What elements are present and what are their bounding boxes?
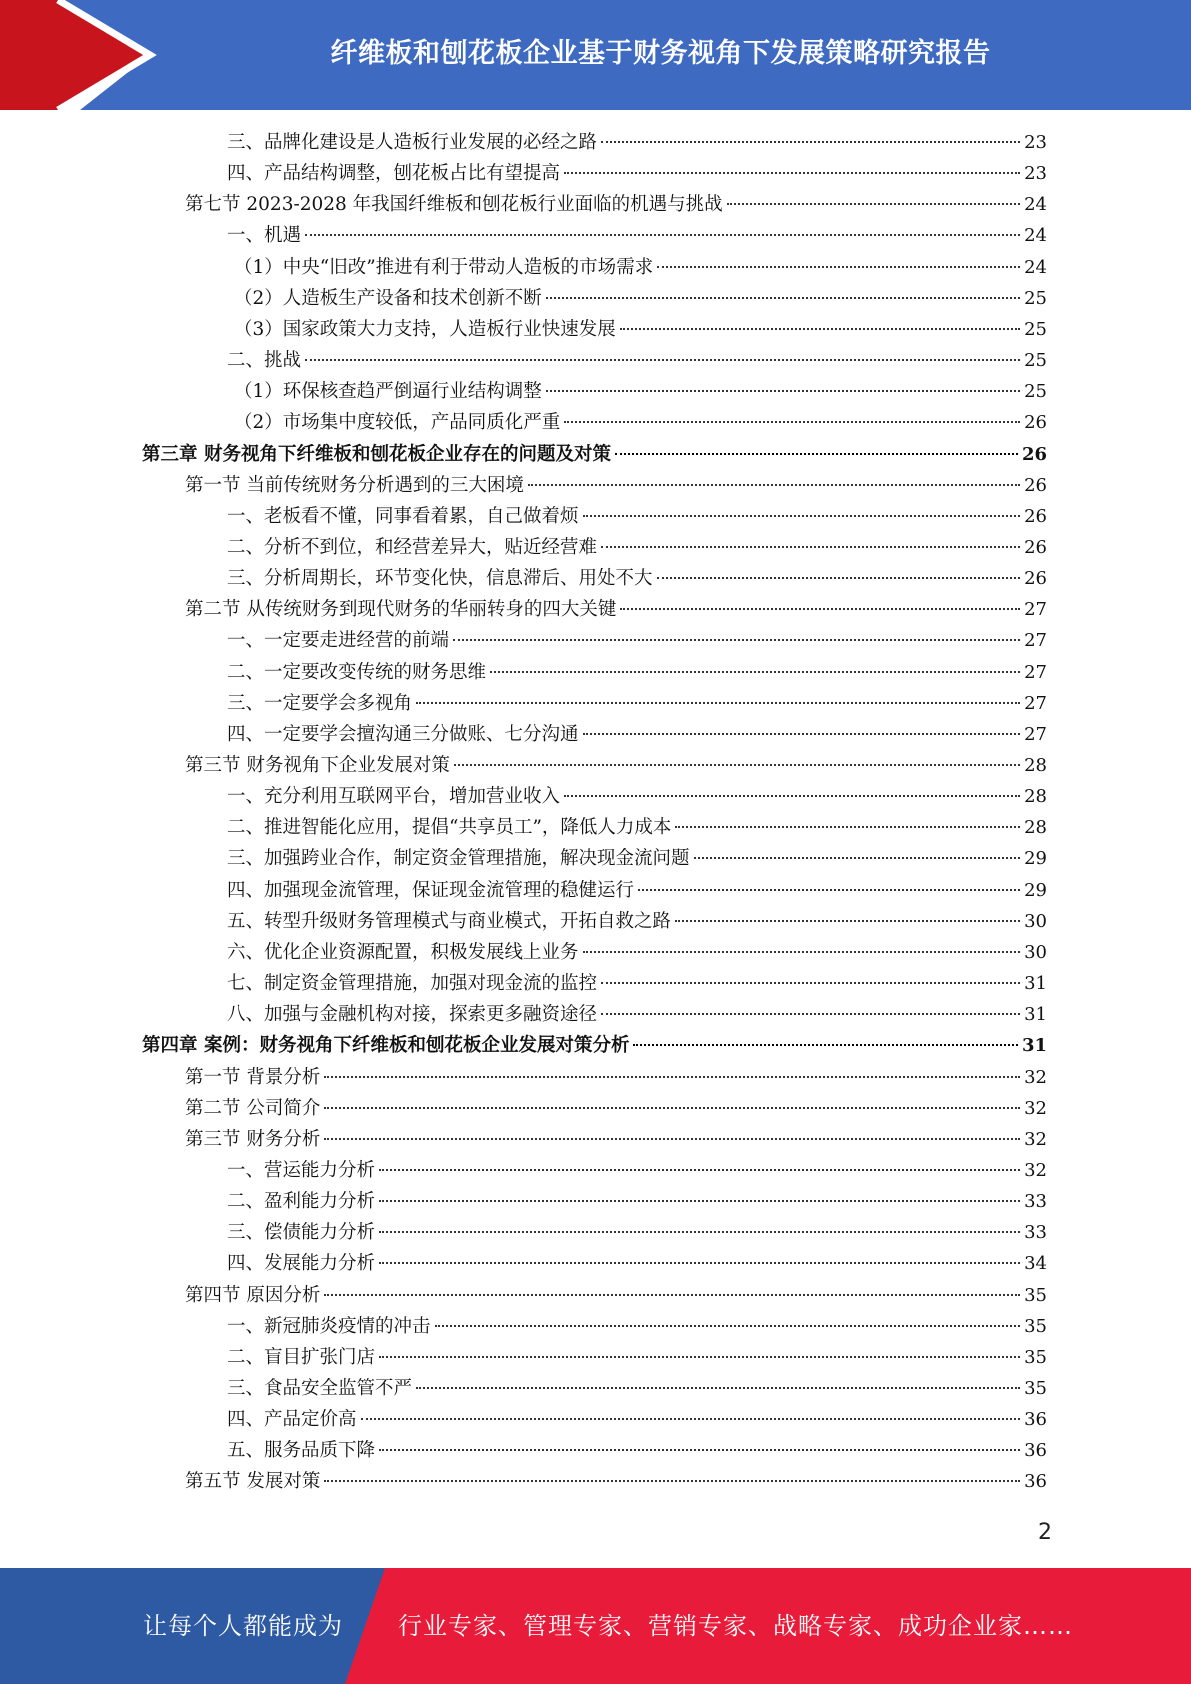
toc-entry-section[interactable] xyxy=(185,1062,1047,1093)
toc-entry-title: 二、分析不到位，和经营差异大，贴近经营难 xyxy=(227,537,598,558)
toc-entry-page: 27 xyxy=(1024,599,1047,620)
toc-entry-title: 第一节 当前传统财务分析遇到的三大困境 xyxy=(185,475,524,496)
toc-entry-sub[interactable] xyxy=(234,283,1047,314)
toc-dot-leader xyxy=(324,1294,1020,1296)
toc-entry-title: 第七节 2023-2028 年我国纤维板和刨花板行业面临的机遇与挑战 xyxy=(185,194,723,215)
toc-entry-page: 26 xyxy=(1024,506,1047,527)
toc-entry-title: （3）国家政策大力支持，人造板行业快速发展 xyxy=(234,319,616,340)
toc-entry-item[interactable] xyxy=(227,625,1047,656)
toc-dot-leader xyxy=(657,266,1020,268)
toc-entry-section[interactable] xyxy=(185,1280,1047,1311)
toc-entry-item[interactable] xyxy=(227,1155,1047,1186)
toc-entry-page: 30 xyxy=(1024,911,1047,932)
toc-dot-leader xyxy=(727,203,1020,205)
toc-entry-page: 25 xyxy=(1024,288,1047,309)
toc-entry-page: 26 xyxy=(1024,412,1047,433)
toc-entry-page: 24 xyxy=(1024,194,1047,215)
toc-entry-title: 四、发展能力分析 xyxy=(227,1253,376,1274)
toc-entry-title: 一、新冠肺炎疫情的冲击 xyxy=(227,1316,431,1337)
toc-entry-title: 三、品牌化建设是人造板行业发展的必经之路 xyxy=(227,132,598,153)
toc-dot-leader xyxy=(324,1076,1020,1078)
toc-entry-page: 32 xyxy=(1024,1160,1047,1181)
toc-dot-leader xyxy=(583,515,1021,517)
toc-dot-leader xyxy=(416,702,1020,704)
footer-slogan-right: 行业专家、管理专家、营销专家、战略专家、成功企业家…… xyxy=(398,1612,1073,1640)
toc-entry-page: 35 xyxy=(1024,1378,1047,1399)
toc-dot-leader xyxy=(379,1231,1020,1233)
toc-entry-section[interactable] xyxy=(185,750,1047,781)
toc-entry-title: （1）环保核查趋严倒逼行业结构调整 xyxy=(234,381,542,402)
toc-entry-title: 一、营运能力分析 xyxy=(227,1160,376,1181)
toc-entry-title: 三、偿债能力分析 xyxy=(227,1222,376,1243)
toc-entry-item[interactable] xyxy=(227,688,1047,719)
toc-entry-page: 35 xyxy=(1024,1316,1047,1337)
toc-dot-leader xyxy=(379,1356,1020,1358)
toc-entry-title: 第二节 公司简介 xyxy=(185,1098,321,1119)
toc-entry-page: 26 xyxy=(1024,537,1047,558)
toc-entry-page: 36 xyxy=(1024,1440,1047,1461)
toc-entry-title: 四、产品定价高 xyxy=(227,1409,357,1430)
toc-entry-item[interactable] xyxy=(227,1248,1047,1279)
toc-entry-page: 25 xyxy=(1024,350,1047,371)
toc-entry-item[interactable] xyxy=(227,812,1047,843)
toc-entry-page: 28 xyxy=(1024,817,1047,838)
toc-entry-item[interactable] xyxy=(227,501,1047,532)
toc-dot-leader xyxy=(324,1480,1020,1482)
toc-entry-title: 第四章 案例：财务视角下纤维板和刨花板企业发展对策分析 xyxy=(142,1035,630,1056)
toc-entry-page: 33 xyxy=(1024,1222,1047,1243)
toc-entry-title: 四、一定要学会擅沟通三分做账、七分沟通 xyxy=(227,724,579,745)
toc-entry-item[interactable] xyxy=(227,158,1047,189)
toc-dot-leader xyxy=(675,920,1020,922)
toc-entry-page: 30 xyxy=(1024,942,1047,963)
toc-entry-page: 26 xyxy=(1024,568,1047,589)
toc-entry-page: 27 xyxy=(1024,630,1047,651)
toc-dot-leader xyxy=(305,234,1020,236)
toc-dot-leader xyxy=(620,328,1020,330)
toc-entry-title: 二、盲目扩张门店 xyxy=(227,1347,376,1368)
toc-entry-page: 26 xyxy=(1021,444,1047,465)
toc-dot-leader xyxy=(379,1200,1020,1202)
toc-entry-page: 27 xyxy=(1024,724,1047,745)
toc-entry-page: 36 xyxy=(1024,1471,1047,1492)
toc-entry-title: 五、服务品质下降 xyxy=(227,1440,376,1461)
toc-entry-page: 31 xyxy=(1024,973,1047,994)
toc-entry-sub[interactable] xyxy=(234,252,1047,283)
toc-entry-item[interactable] xyxy=(227,1435,1047,1466)
toc-entry-title: （2）人造板生产设备和技术创新不断 xyxy=(234,288,542,309)
toc-entry-title: 第一节 背景分析 xyxy=(185,1067,321,1088)
toc-entry-item[interactable] xyxy=(227,345,1047,376)
report-title: 纤维板和刨花板企业基于财务视角下发展策略研究报告 xyxy=(330,37,991,69)
toc-entry-item[interactable] xyxy=(227,1404,1047,1435)
toc-entry-title: 一、老板看不懂，同事看着累，自己做着烦 xyxy=(227,506,579,527)
toc-entry-title: 第三节 财务分析 xyxy=(185,1129,321,1150)
toc-entry-title: 三、加强跨业合作，制定资金管理措施，解决现金流问题 xyxy=(227,848,690,869)
page-number: 2 xyxy=(1038,1520,1052,1545)
toc-entry-section[interactable] xyxy=(185,1093,1047,1124)
toc-dot-leader xyxy=(379,1262,1020,1264)
toc-entry-page: 23 xyxy=(1024,132,1047,153)
toc-dot-leader xyxy=(638,889,1020,891)
toc-entry-title: 三、分析周期长，环节变化快，信息滞后、用处不大 xyxy=(227,568,653,589)
toc-entry-title: 二、一定要改变传统的财务思维 xyxy=(227,662,487,683)
toc-dot-leader xyxy=(601,982,1020,984)
toc-dot-leader xyxy=(305,359,1020,361)
toc-dot-leader xyxy=(379,1169,1020,1171)
toc-entry-item[interactable] xyxy=(227,1373,1047,1404)
toc-entry-section[interactable] xyxy=(185,594,1047,625)
toc-entry-page: 25 xyxy=(1024,319,1047,340)
toc-dot-leader xyxy=(615,453,1018,455)
toc-entry-section[interactable] xyxy=(185,470,1047,501)
toc-dot-leader xyxy=(620,608,1020,610)
toc-entry-page: 24 xyxy=(1024,257,1047,278)
toc-entry-title: 二、推进智能化应用，提倡“共享员工”，降低人力成本 xyxy=(227,817,672,838)
toc-entry-page: 29 xyxy=(1024,848,1047,869)
toc-entry-page: 24 xyxy=(1024,225,1047,246)
toc-entry-section[interactable] xyxy=(185,1466,1047,1497)
toc-entry-chapter[interactable] xyxy=(142,439,1047,470)
toc-entry-page: 28 xyxy=(1024,786,1047,807)
toc-dot-leader xyxy=(379,1449,1020,1451)
toc-entry-section[interactable] xyxy=(185,189,1047,220)
toc-entry-page: 26 xyxy=(1024,475,1047,496)
toc-dot-leader xyxy=(601,546,1020,548)
toc-entry-page: 36 xyxy=(1024,1409,1047,1430)
toc-entry-item[interactable] xyxy=(227,781,1047,812)
toc-entry-sub[interactable] xyxy=(234,314,1047,345)
toc-entry-title: 二、盈利能力分析 xyxy=(227,1191,376,1212)
toc-entry-title: 五、转型升级财务管理模式与商业模式，开拓自救之路 xyxy=(227,911,672,932)
footer-slogan-left: 让每个人都能成为 xyxy=(143,1612,343,1640)
toc-dot-leader xyxy=(583,733,1021,735)
toc-dot-leader xyxy=(546,297,1020,299)
toc-dot-leader xyxy=(633,1044,1017,1046)
toc-entry-page: 27 xyxy=(1024,662,1047,683)
toc-entry-sub[interactable] xyxy=(234,376,1047,407)
toc-dot-leader xyxy=(416,1387,1020,1389)
toc-dot-leader xyxy=(435,1325,1021,1327)
toc-entry-item[interactable] xyxy=(227,1186,1047,1217)
toc-dot-leader xyxy=(490,671,1020,673)
toc-entry-title: 第二节 从传统财务到现代财务的华丽转身的四大关键 xyxy=(185,599,617,620)
toc-entry-item[interactable] xyxy=(227,220,1047,251)
toc-dot-leader xyxy=(454,764,1020,766)
toc-entry-title: 一、一定要走进经营的前端 xyxy=(227,630,450,651)
toc-entry-item[interactable] xyxy=(227,1311,1047,1342)
toc-entry-chapter[interactable] xyxy=(142,1030,1047,1061)
toc-entry-page: 31 xyxy=(1024,1004,1047,1025)
toc-entry-title: 七、制定资金管理措施，加强对现金流的监控 xyxy=(227,973,598,994)
toc-dot-leader xyxy=(361,1418,1021,1420)
toc-entry-title: 三、一定要学会多视角 xyxy=(227,693,413,714)
toc-entry-title: 六、优化企业资源配置，积极发展线上业务 xyxy=(227,942,579,963)
toc-dot-leader xyxy=(694,857,1021,859)
toc-entry-title: 八、加强与金融机构对接，探索更多融资途径 xyxy=(227,1004,598,1025)
toc-entry-page: 32 xyxy=(1024,1067,1047,1088)
toc-entry-page: 32 xyxy=(1024,1098,1047,1119)
toc-entry-page: 32 xyxy=(1024,1129,1047,1150)
toc-entry-title: 第五节 发展对策 xyxy=(185,1471,321,1492)
toc-entry-title: 三、食品安全监管不严 xyxy=(227,1378,413,1399)
toc-entry-item[interactable] xyxy=(227,906,1047,937)
toc-entry-title: 第四节 原因分析 xyxy=(185,1285,321,1306)
toc-dot-leader xyxy=(675,826,1020,828)
toc-entry-page: 35 xyxy=(1024,1285,1047,1306)
toc-dot-leader xyxy=(546,390,1020,392)
toc-entry-page: 35 xyxy=(1024,1347,1047,1368)
toc-entry-sub[interactable] xyxy=(234,407,1047,438)
toc-entry-item[interactable] xyxy=(227,875,1047,906)
footer-banner xyxy=(0,1568,1191,1684)
toc-entry-page: 25 xyxy=(1024,381,1047,402)
toc-entry-title: 第三节 财务视角下企业发展对策 xyxy=(185,755,450,776)
toc-entry-title: 四、产品结构调整，刨花板占比有望提高 xyxy=(227,163,561,184)
toc-dot-leader xyxy=(583,951,1021,953)
toc-entry-title: 四、加强现金流管理，保证现金流管理的稳健运行 xyxy=(227,880,635,901)
toc-entry-page: 28 xyxy=(1024,755,1047,776)
toc-entry-section[interactable] xyxy=(185,1124,1047,1155)
toc-entry-title: 一、机遇 xyxy=(227,225,302,246)
toc-entry-page: 27 xyxy=(1024,693,1047,714)
toc-entry-page: 23 xyxy=(1024,163,1047,184)
toc-entry-item[interactable] xyxy=(227,1342,1047,1373)
toc-dot-leader xyxy=(657,577,1021,579)
toc-dot-leader xyxy=(564,172,1020,174)
toc-entry-item[interactable] xyxy=(227,843,1047,874)
toc-entry-item[interactable] xyxy=(227,1217,1047,1248)
toc-entry-item[interactable] xyxy=(227,937,1047,968)
toc-entry-title: 第三章 财务视角下纤维板和刨花板企业存在的问题及对策 xyxy=(142,444,611,465)
toc-entry-page: 29 xyxy=(1024,880,1047,901)
toc-entry-item[interactable] xyxy=(227,127,1047,158)
toc-entry-item[interactable] xyxy=(227,999,1047,1030)
toc-dot-leader xyxy=(324,1107,1020,1109)
toc-entry-item[interactable] xyxy=(227,563,1047,594)
toc-dot-leader xyxy=(324,1138,1020,1140)
toc-entry-item[interactable] xyxy=(227,657,1047,688)
toc-entry-title: 二、挑战 xyxy=(227,350,302,371)
toc-entry-page: 31 xyxy=(1021,1035,1047,1056)
header-banner xyxy=(0,0,1191,110)
toc-dot-leader xyxy=(601,1013,1020,1015)
toc-dot-leader xyxy=(453,639,1020,641)
toc-entry-title: 一、充分利用互联网平台，增加营业收入 xyxy=(227,786,561,807)
toc-entry-page: 34 xyxy=(1024,1253,1047,1274)
toc-entry-title: （1）中央“旧改”推进有利于带动人造板的市场需求 xyxy=(234,257,654,278)
toc-entry-item[interactable] xyxy=(227,719,1047,750)
toc-entry-item[interactable] xyxy=(227,968,1047,999)
toc-entry-title: （2）市场集中度较低，产品同质化严重 xyxy=(234,412,561,433)
toc-dot-leader xyxy=(528,484,1020,486)
toc-entry-item[interactable] xyxy=(227,532,1047,563)
toc-dot-leader xyxy=(564,795,1020,797)
toc-entry-page: 33 xyxy=(1024,1191,1047,1212)
toc-dot-leader xyxy=(601,141,1020,143)
toc-dot-leader xyxy=(564,421,1020,423)
